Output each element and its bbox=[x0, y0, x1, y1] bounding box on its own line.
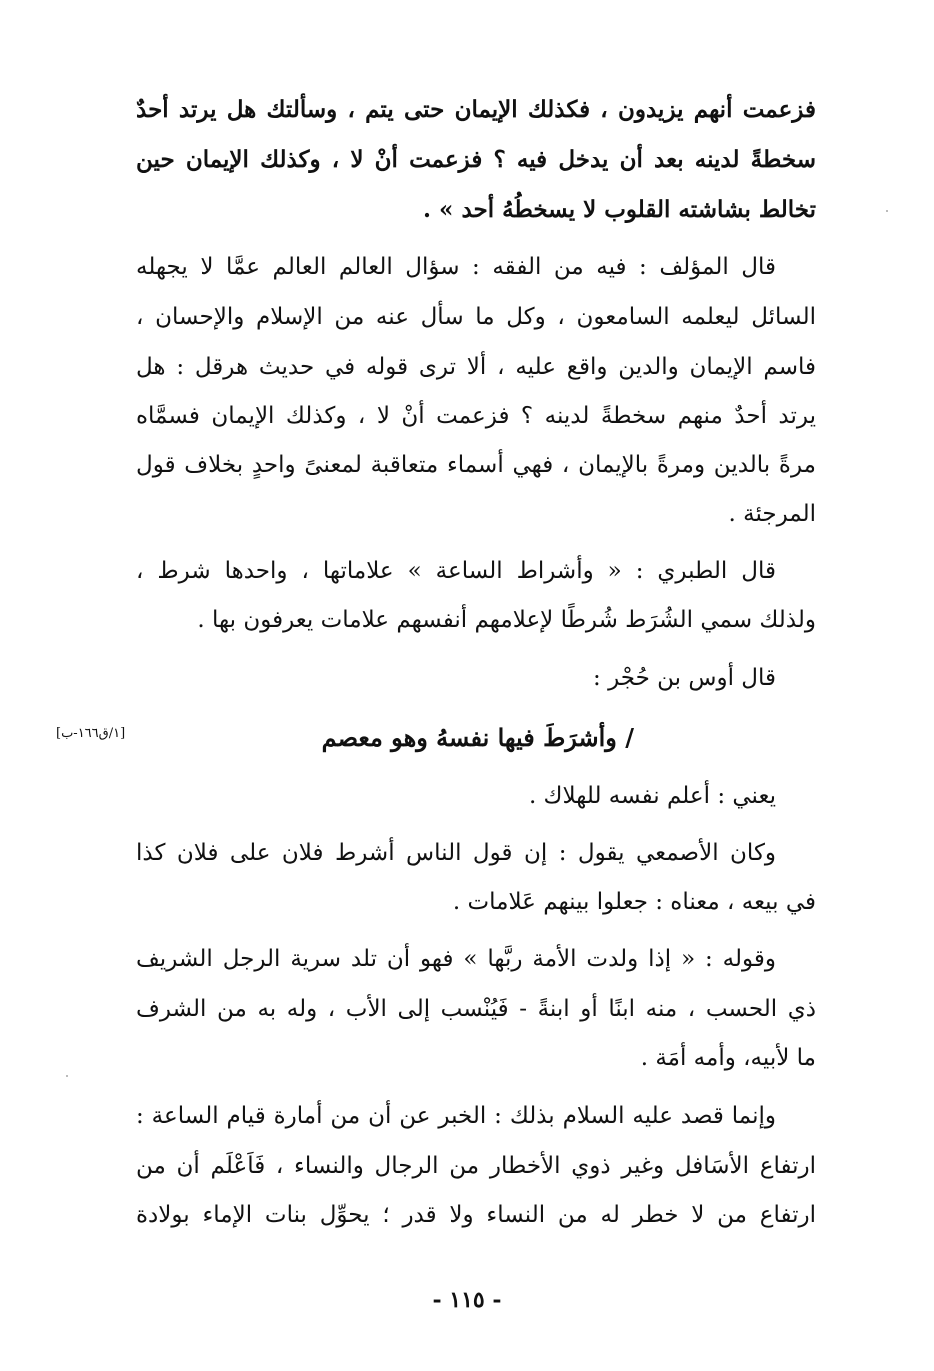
text-line: قال الطبري : « وأشراط الساعة » علاماتها ، واحدها شرط ، bbox=[136, 558, 776, 584]
poetry-verse: / وأشرَطَ فيها نفسهُ وهو معصم bbox=[321, 723, 634, 752]
manuscript-folio-note: [١/ق١٦٦-ب] bbox=[56, 726, 126, 741]
page-number: - ١١٥ - bbox=[432, 1287, 502, 1313]
text-line: وإنما قصد عليه السلام بذلك : الخبر عن أن من أمارة قيام الساعة : bbox=[136, 1103, 776, 1129]
text-line: في بيعه ، معناه : جعلوا بينهم عَلامات . bbox=[452, 889, 816, 915]
scan-speck bbox=[66, 1075, 68, 1077]
text-line: قال المؤلف : فيه من الفقه : سؤال العالم العالم عمَّا لا يجهله bbox=[136, 254, 776, 280]
text-line: السائل ليعلمه السامعون ، وكل ما سأل عنه من الإسلام والإحسان ، bbox=[136, 304, 816, 330]
text-line: يرتد أحدٌ منهم سخطةً لدينه ؟ فزعمت أنْ لا ، وكذلك الإيمان فسمَّاه bbox=[136, 403, 816, 429]
text-line: فاسم الإيمان والدين واقع عليه ، ألا ترى قوله في حديث هرقل : هل bbox=[136, 354, 816, 380]
text-line: قال أوس بن حُجْر : bbox=[593, 665, 776, 691]
text-line: مرةً بالدين ومرةً بالإيمان ، فهي أسماء متعاقبة لمعنىً واحدٍ بخلاف قول bbox=[136, 452, 816, 478]
text-line: ارتفاع الأسَافل وغير ذوي الأخطار من الرجال والنساء ، فَاَعْلَم أن من bbox=[136, 1153, 816, 1179]
text-line: سخطةً لدينه بعد أن يدخل فيه ؟ فزعمت أنْ لا ، وكذلك الإيمان حين bbox=[136, 146, 816, 173]
text-line: ولذلك سمي الشُرَط شُرطًا لإعلامهم أنفسهم علامات يعرفون بها . bbox=[197, 607, 816, 633]
scan-speck bbox=[886, 210, 888, 212]
text-line: ما لأبيه، وأمه أمَة . bbox=[640, 1045, 816, 1071]
text-line: المرجئة . bbox=[728, 501, 816, 527]
text-line: فزعمت أنهم يزيدون ، فكذلك الإيمان حتى يتم ، وسألتك هل يرتد أحدٌ bbox=[136, 96, 816, 123]
text-line: وكان الأصمعي يقول : إن قول الناس أشرط فلان على فلان كذا bbox=[136, 840, 776, 866]
text-line: تخالط بشاشته القلوب لا يسخطُهُ أحد » . bbox=[423, 196, 816, 223]
text-line: ذي الحسب ، منه ابنًا أو ابنةً - فَيُنْسب إلى الأب ، وله به من الشرف bbox=[136, 996, 816, 1022]
text-line: وقوله : « إذا ولدت الأمة ربَّها » فهو أن تلد سرية الرجل الشريف bbox=[136, 946, 776, 972]
text-line: يعني : أعلم نفسه للهلاك . bbox=[528, 783, 776, 809]
text-line: ارتفاع من لا خطر له من النساء ولا قدر ؛ يحوِّل بنات الإماء بولادة bbox=[136, 1202, 816, 1228]
